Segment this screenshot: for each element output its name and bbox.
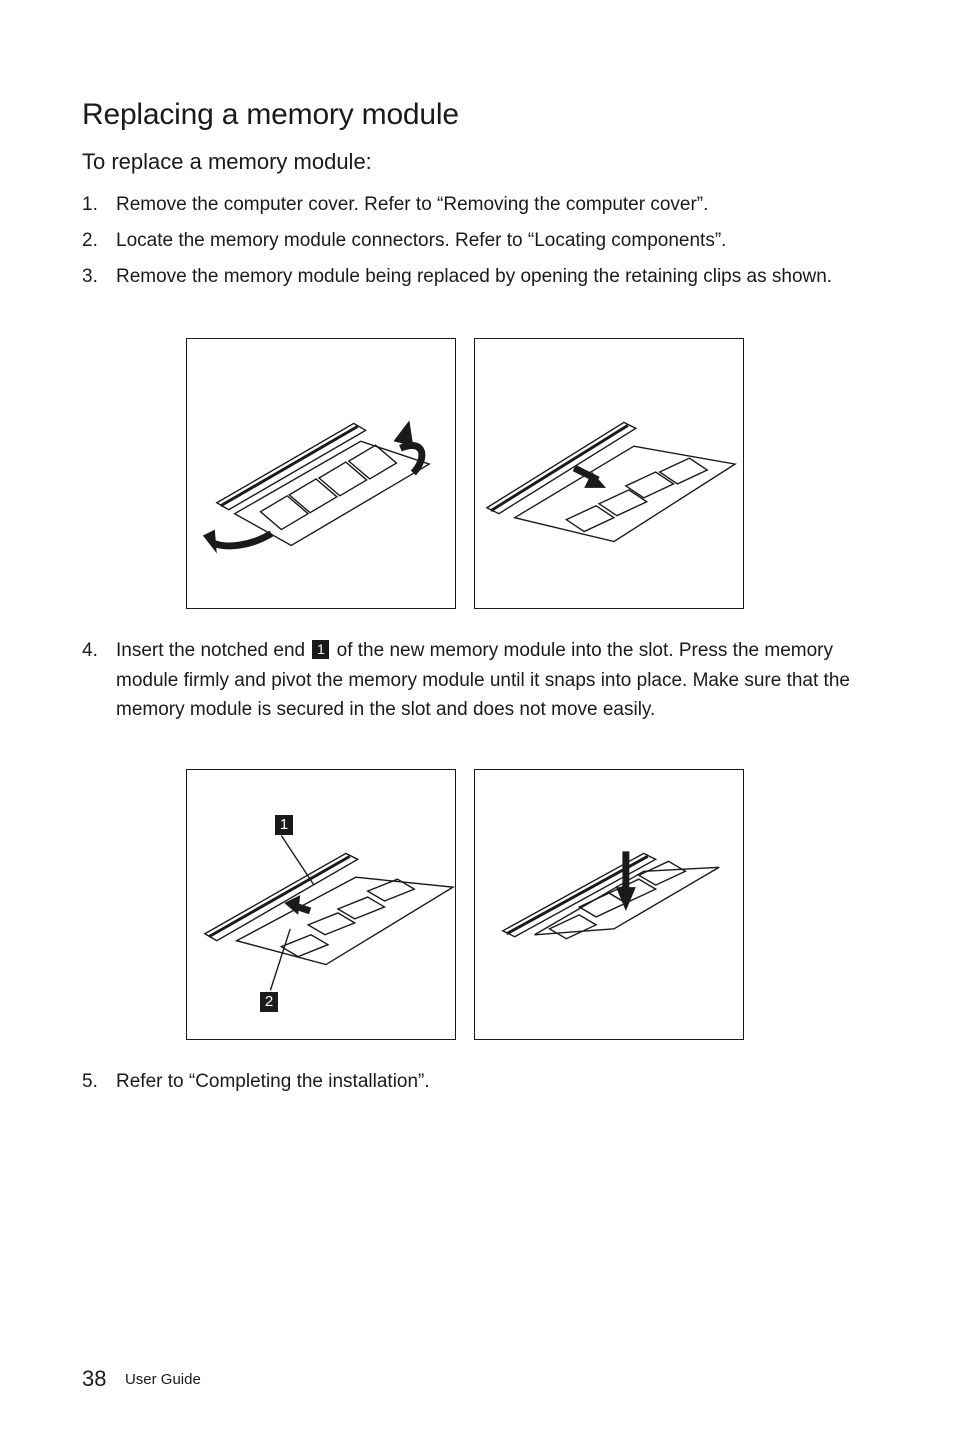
document-name: User Guide [124,1371,201,1388]
step-5 [82,1067,852,1097]
figure-remove-module [474,338,744,609]
step-text: Remove the memory module being replaced by opening the retaining clips as shown. [116,266,833,287]
step-text: Refer to “Completing the installation”. [116,1071,430,1092]
step-text: Remove the computer cover. Refer to “Removing the computer cover”. [116,194,709,215]
step-4 [82,636,852,725]
step-text-after: of the new memory module into the slot. Press the memory module firmly and pivot the memory module until it snaps into place. Make sure that the memory module is secured in the slot and does not move easily. [116,640,850,720]
callout-2: 2 [260,992,278,1012]
figure-open-clips [186,338,456,609]
step-number: 1. [82,194,98,215]
callout-badge: 1 [312,640,329,659]
step-number: 4. [82,640,98,661]
step-text [116,636,852,725]
step-3 [82,262,852,292]
page-title: Replacing a memory module [82,98,459,131]
step-1 [82,190,852,220]
memory-insertion-illustration [187,770,455,1039]
step-2 [82,226,852,256]
figure-press-module [474,769,744,1040]
memory-insertion-illustration [475,770,743,1039]
step-number: 5. [82,1071,98,1092]
page-footer [82,1366,201,1392]
memory-removal-illustration [475,339,743,608]
step-text-before: Insert the notched end [116,640,306,661]
section-subtitle: To replace a memory module: [82,149,372,174]
page-number: 38 [82,1366,107,1391]
step-number: 2. [82,230,98,251]
step-text: Locate the memory module connectors. Refer to “Locating components”. [116,230,727,251]
callout-1: 1 [275,815,293,835]
figure-insert-module [186,769,456,1040]
memory-removal-illustration [187,339,455,608]
step-number: 3. [82,266,98,287]
